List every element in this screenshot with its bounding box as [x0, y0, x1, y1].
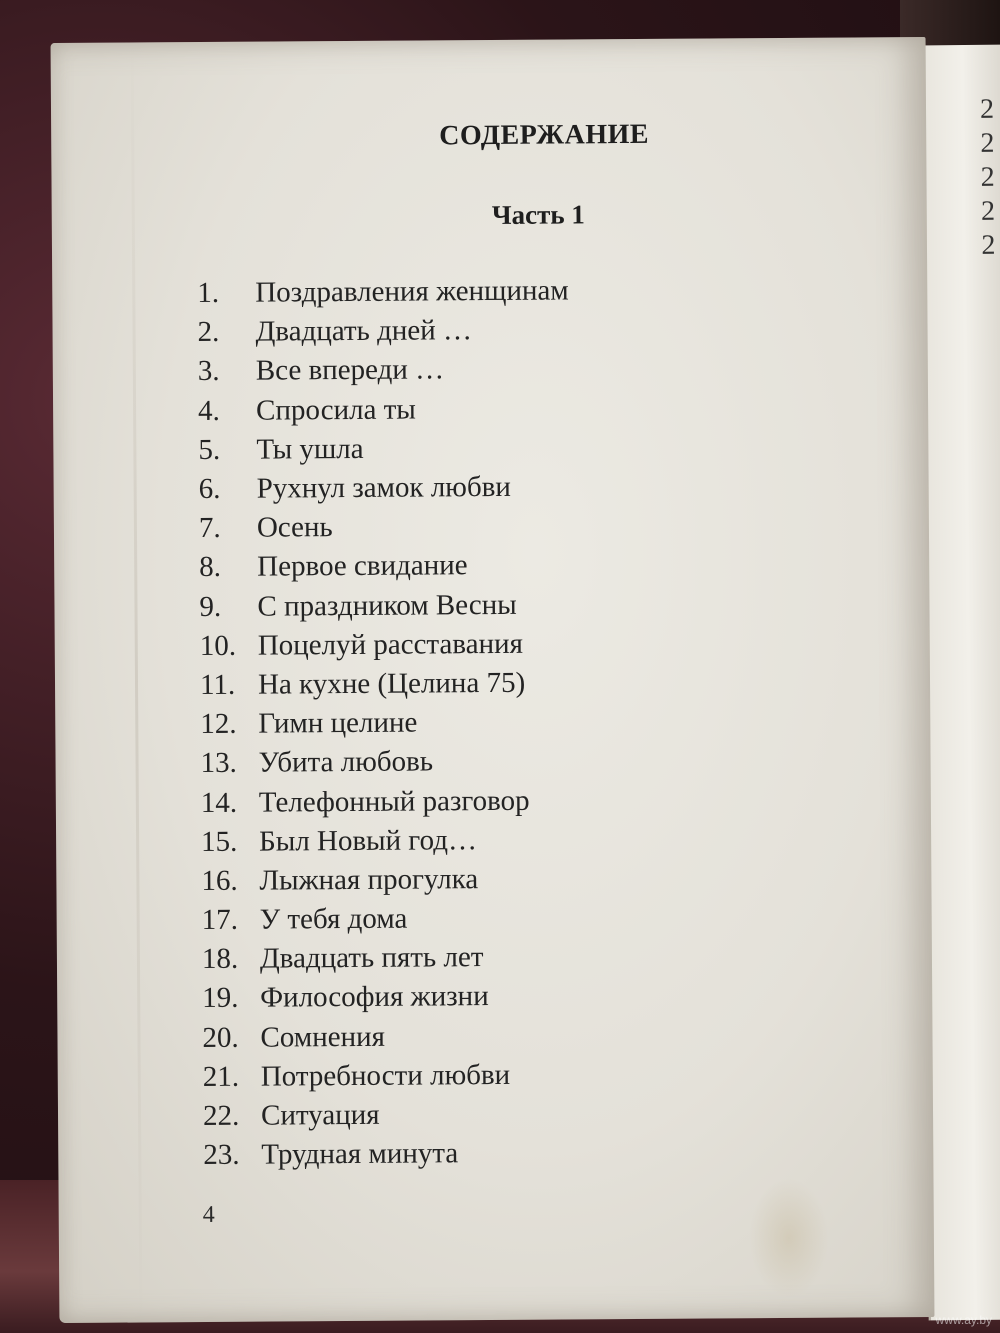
toc-entry — [200, 663, 572, 705]
toc-entry — [203, 1134, 575, 1176]
entry-title: Ты ушла — [256, 432, 364, 466]
entry-number: 10. — [199, 629, 237, 662]
entry-number: 5. — [198, 433, 221, 466]
entry-title: Рухнул замок любви — [256, 470, 511, 505]
toc-entry — [199, 507, 571, 549]
page-crease — [131, 42, 143, 1322]
toc-entry — [201, 859, 573, 901]
entry-number: 13. — [200, 747, 237, 780]
entry-title: На кухне (Целина 75) — [257, 666, 526, 701]
entry-title: Спросила ты — [255, 393, 416, 427]
toc-entry — [197, 311, 569, 353]
toc-entry — [198, 428, 570, 470]
part-heading: Часть 1 — [491, 199, 585, 230]
toc-entry — [200, 742, 572, 784]
entry-number: 22. — [202, 1099, 240, 1133]
entry-number: 1. — [197, 276, 220, 310]
entry-number: 14. — [200, 786, 238, 819]
entry-number: 18. — [201, 943, 239, 976]
entry-title: Поздравления женщинам — [255, 274, 569, 309]
entry-number: 19. — [202, 982, 239, 1015]
facing-digit: 2 — [981, 229, 997, 261]
toc-entry — [202, 1016, 574, 1058]
table-of-contents — [197, 271, 575, 1175]
entry-number: 9. — [199, 590, 222, 623]
toc-entry — [199, 585, 571, 627]
facing-digit: 2 — [980, 161, 996, 193]
facing-page-digits — [980, 93, 997, 263]
page-number: 4 — [202, 1201, 215, 1229]
toc-entry — [199, 546, 571, 588]
entry-title: Ситуация — [260, 1098, 380, 1132]
entry-number: 7. — [198, 512, 221, 545]
entry-number: 6. — [198, 472, 221, 506]
entry-title: Лыжная прогулка — [259, 863, 479, 897]
book-page — [51, 37, 935, 1323]
entry-title: Двадцать дней … — [255, 314, 473, 348]
entry-number: 3. — [197, 355, 220, 388]
entry-title: Гимн целине — [258, 706, 418, 740]
toc-entry — [201, 820, 573, 862]
facing-digit: 2 — [980, 127, 996, 159]
entry-number: 8. — [199, 551, 222, 584]
contents-title: СОДЕРЖАНИЕ — [439, 118, 650, 152]
entry-title: Трудная минута — [261, 1137, 459, 1171]
entry-title: Первое свидание — [257, 549, 468, 584]
entry-number: 4. — [198, 394, 220, 427]
entry-number: 2. — [197, 316, 220, 349]
entry-number: 17. — [201, 903, 239, 937]
toc-entry — [200, 703, 572, 745]
toc-entry — [197, 271, 569, 313]
entry-number: 15. — [201, 825, 238, 858]
toc-entry — [202, 938, 574, 980]
entry-title: Был Новый год… — [259, 823, 478, 858]
toc-entry — [200, 624, 572, 666]
facing-digit: 2 — [980, 195, 997, 227]
toc-entry — [199, 467, 571, 509]
entry-number: 20. — [202, 1021, 239, 1054]
entry-title: Двадцать пять лет — [259, 941, 484, 975]
watermark: www.ay.by — [935, 1313, 992, 1327]
toc-entry — [202, 898, 574, 940]
entry-number: 16. — [201, 864, 238, 897]
entry-number: 23. — [203, 1138, 240, 1172]
entry-title: Философия жизни — [260, 980, 489, 1015]
entry-number: 21. — [202, 1060, 240, 1093]
toc-entry — [198, 389, 570, 431]
entry-title: У тебя дома — [259, 902, 408, 936]
toc-entry — [203, 1055, 575, 1097]
entry-title: Поцелуй расставания — [257, 627, 524, 662]
entry-title: Осень — [256, 511, 333, 544]
entry-title: Потребности любви — [260, 1058, 511, 1093]
facing-digit: 2 — [979, 93, 996, 125]
entry-title: С праздником Весны — [257, 588, 517, 623]
entry-title: Сомнения — [260, 1020, 386, 1054]
toc-entry — [198, 350, 570, 392]
page-stain — [748, 1178, 829, 1299]
entry-title: Все впереди … — [255, 353, 445, 388]
toc-entry — [203, 1094, 575, 1136]
toc-entry — [201, 781, 573, 823]
toc-entry — [202, 977, 574, 1019]
entry-number: 12. — [200, 707, 237, 741]
entry-number: 11. — [199, 668, 236, 702]
entry-title: Убита любовь — [258, 745, 434, 779]
entry-title: Телефонный разговор — [258, 784, 530, 819]
